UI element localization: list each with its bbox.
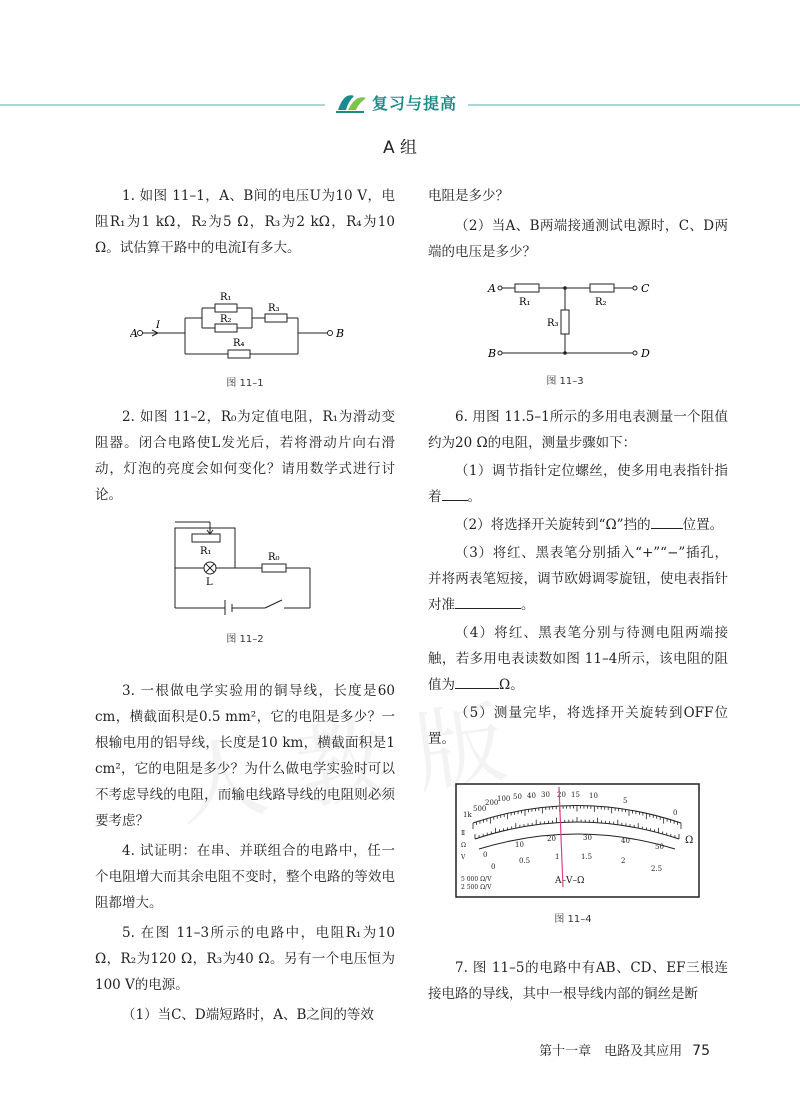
- mid-label-2: 20: [547, 835, 556, 843]
- fig3-label-r3: R₃: [547, 318, 559, 329]
- ohm-label-4: 50: [513, 793, 522, 801]
- ohm-label-0: 1k: [463, 811, 472, 819]
- question-6-text: 6. 用图 11.5–1所示的多用电表测量一个阻值约为20 Ω的电阻，测量步骤如下：: [428, 409, 728, 451]
- fig1-label-i: I: [156, 320, 160, 331]
- figure-11-2-caption: 图 11–2: [226, 634, 264, 645]
- fig3-label-c: C: [641, 282, 650, 295]
- question-3-text: 3. 一根做电学实验用的铜导线，长度是60 cm，横截面积是0.5 mm²，它的电阻是多少？一根输电用的铝导线，长度是10 km，横截面积是1 cm²，它的电阻是多少？为什么做电学实验时可以不考虑导线的电阻，而输电线路导线的电阻则必须要考虑？: [95, 683, 395, 829]
- mid-label-1: 10: [515, 841, 524, 849]
- low-label-0: 0: [491, 863, 496, 871]
- fig2-label-l: L: [206, 577, 213, 588]
- fig1-label-b: B: [336, 327, 345, 340]
- header-rule-left: [0, 104, 325, 106]
- question-6: [428, 404, 728, 752]
- questions-3-5: [95, 678, 395, 1028]
- fig1-label-a: A: [130, 327, 138, 340]
- question-2-text: 2. 如图 11–2，R₀为定值电阻，R₁为滑动变阻器。闭合电路使L发光后，若将滑动片向右滑动，灯泡的亮度会如何变化？请用数学式进行讨论。: [95, 409, 395, 503]
- q6-step1-text: （1）调节指针定位螺丝，使多用电表指针指着: [428, 463, 728, 505]
- section-title: 复习与提高: [372, 94, 458, 113]
- page-number: 75: [692, 1043, 710, 1059]
- question-5-part1-cont: 电阻是多少？: [428, 188, 509, 204]
- question-5-part2: （2）当A、B两端接通测试电源时，C、D两端的电压是多少？: [428, 218, 728, 260]
- meter-center-text: A–V–Ω: [555, 876, 585, 886]
- question-4-text: 4. 试证明：在串、并联组合的电路中，任一个电阻增大而其余电阻不变时，整个电路的等效电阻都增大。: [95, 843, 395, 911]
- question-7: [428, 955, 728, 1007]
- fig2-label-r1: R₁: [200, 546, 212, 557]
- question-7-text: 7. 图 11–5的电路中有AB、CD、EF三根连接电路的导线，其中一根导线内部的铜丝是断: [428, 960, 728, 1002]
- mid-label-3: 30: [583, 834, 592, 842]
- figure-11-1: [130, 288, 360, 366]
- q6-step2-end: 位置。: [682, 517, 724, 533]
- ohm-label-5: 40: [527, 792, 536, 800]
- question-5-continued: [428, 183, 728, 265]
- fig3-label-a: A: [488, 282, 496, 295]
- group-title: A 组: [382, 138, 418, 158]
- question-5-text: 5. 在图 11–3所示的电路中，电阻R₁为10 Ω，R₂为120 Ω，R₃为40 Ω。另有一个电压恒为100 V的电源。: [95, 925, 395, 993]
- mid-label-0: 0: [483, 851, 488, 859]
- meter-omega-label: Ω: [685, 835, 694, 846]
- leaf-logo-icon: [334, 88, 368, 114]
- fig3-label-d: D: [641, 347, 650, 360]
- figure-11-1-caption: 图 11–1: [226, 378, 264, 389]
- question-5-part1: （1）当C、D端短路时，A、B之间的等效: [122, 1007, 374, 1023]
- low-label-3: 1.5: [581, 853, 593, 861]
- question-6-step4: [428, 620, 728, 698]
- figure-11-3-caption: 图 11–3: [546, 376, 584, 387]
- ohm-label-8: 15: [571, 791, 580, 799]
- meter-left-mark-2: Ω: [461, 842, 466, 849]
- figure-11-4-meter: [455, 783, 700, 898]
- question-6-step1: [428, 458, 728, 510]
- q6-step3-text: （3）将红、黑表笔分别插入“+”“−”插孔，并将两表笔短接，调节欧姆调零旋钮，使电表指针对准: [428, 545, 728, 613]
- question-1: [95, 183, 395, 261]
- ohm-label-11: 0: [673, 809, 678, 817]
- low-label-2: 1: [555, 853, 560, 861]
- answer-blank-2: [651, 514, 683, 529]
- low-label-5: 2.5: [651, 865, 663, 873]
- figure-11-4-caption: 图 11–4: [554, 914, 592, 925]
- header-rule-right: [468, 104, 800, 106]
- meter-left-mark-3: V: [461, 854, 466, 861]
- q6-step4-end: Ω。: [499, 677, 524, 693]
- fig1-label-r1: R₁: [220, 292, 232, 303]
- low-label-1: 0.5: [519, 857, 531, 865]
- ohm-label-7: 20: [557, 791, 566, 799]
- chapter-title: 第十一章 电路及其应用: [539, 1044, 683, 1059]
- question-1-text: 1. 如图 11–1，A、B间的电压U为10 V，电阻R₁为1 kΩ，R₂为5 Ω，R₃为2 kΩ，R₄为10 Ω。试估算干路中的电流I有多大。: [95, 188, 395, 256]
- fig1-label-r3: R₃: [268, 303, 280, 314]
- fig1-label-r2: R₂: [220, 314, 232, 325]
- q6-step4-text: （4）将红、黑表笔分别与待测电阻两端接触，若多用电表读数如图 11–4所示，该电阻的阻值为: [428, 625, 728, 693]
- question-6-step5: （5）测量完毕，将选择开关旋转到OFF位置。: [428, 705, 728, 747]
- fig2-label-r0: R₀: [268, 552, 280, 563]
- fig1-label-r4: R₄: [233, 338, 245, 349]
- question-6-step3: [428, 540, 728, 618]
- ohm-label-10: 5: [623, 797, 628, 805]
- ohm-label-3: 100: [497, 795, 511, 803]
- figure-11-2: [170, 520, 320, 615]
- fig3-label-r2: R₂: [595, 297, 607, 308]
- low-label-4: 2: [621, 857, 626, 865]
- meter-left-mark-1: Ⅱ: [461, 830, 466, 837]
- q6-step1-end: 。: [467, 489, 481, 505]
- ohm-label-1: 500: [473, 805, 487, 813]
- fig3-label-b: B: [488, 347, 497, 360]
- figure-11-3: [485, 278, 655, 363]
- mid-label-4: 40: [621, 837, 630, 845]
- question-2: [95, 404, 395, 508]
- fig3-label-r1: R₁: [519, 297, 531, 308]
- question-6-step2: [428, 512, 728, 538]
- page-footer: [539, 1040, 710, 1059]
- answer-blank-1: [442, 486, 468, 501]
- ohm-label-6: 30: [541, 791, 550, 799]
- q6-step2-text: （2）将选择开关旋转到“Ω”挡的: [455, 517, 651, 533]
- ohm-label-9: 10: [589, 792, 598, 800]
- mid-label-5: 50: [655, 843, 664, 851]
- meter-sensitivity-1: 5 000 Ω/V: [461, 876, 492, 883]
- ohm-label-2: 200: [485, 799, 499, 807]
- meter-sensitivity-2: 2 500 Ω/V: [461, 884, 492, 891]
- answer-blank-4: [455, 674, 499, 689]
- q6-step3-end: 。: [521, 597, 535, 613]
- answer-blank-3: [455, 594, 521, 609]
